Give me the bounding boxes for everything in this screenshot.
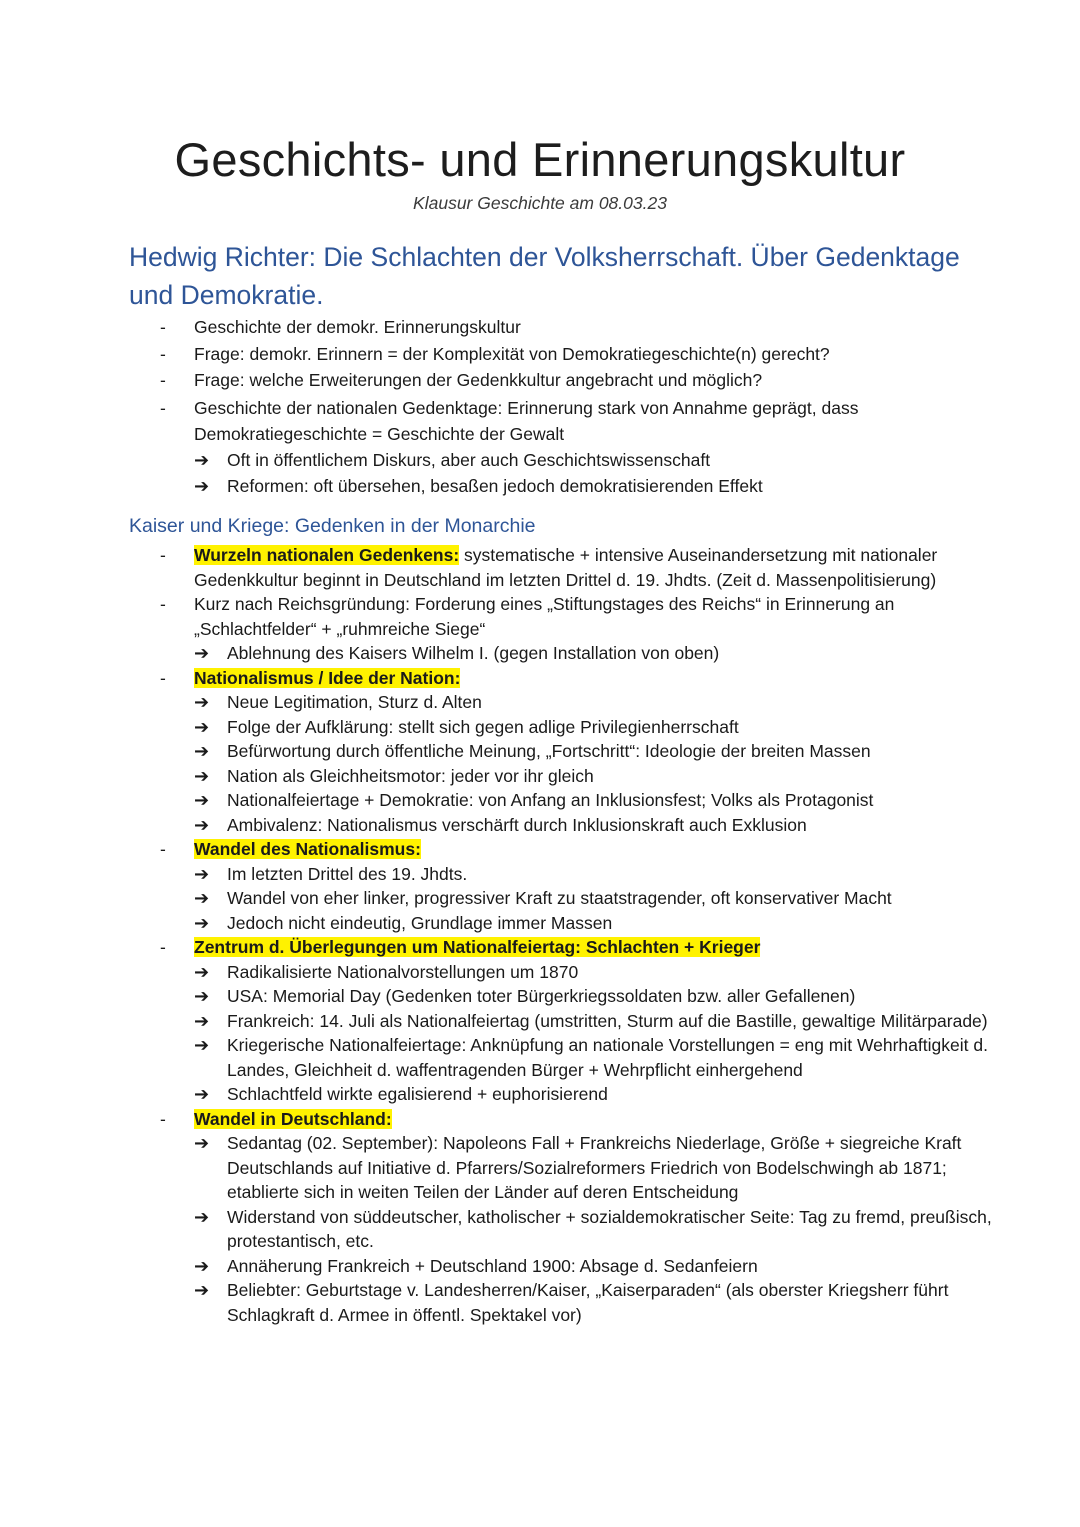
list-item: - Frage: welche Erweiterungen der Gedenkkultur angebracht und möglich? bbox=[0, 368, 1080, 395]
arrow-right-icon: ➔ bbox=[194, 961, 210, 982]
arrow-right-icon: ➔ bbox=[194, 1133, 210, 1153]
arrow-right-icon: ➔ bbox=[194, 1206, 210, 1227]
list-item bbox=[0, 666, 1080, 691]
sub-list-item: ➔ Ablehnung des Kaisers Wilhelm I. (gegen Installation von oben) bbox=[0, 641, 1080, 666]
arrow-right-icon: ➔ bbox=[194, 1035, 210, 1055]
sub-list-item: ➔ Nationalfeiertage + Demokratie: von Anfang an Inklusionsfest; Volks als Protagonist bbox=[0, 788, 1080, 813]
document-subtitle: Klausur Geschichte am 08.03.23 bbox=[413, 193, 667, 213]
highlighted-label: Wurzeln nationalen Gedenkens: bbox=[194, 545, 460, 565]
list-item: - Wurzeln nationalen Gedenkens: systematische + intensive Auseinandersetzung mit nationaler Gedenkkultur beginnt in Deutschland im letzten Drittel d. 19. Jhdts. (Zeit d. Massenpolitisierung) bbox=[160, 545, 938, 590]
sub-list-item: ➔ Schlachtfeld wirkte egalisierend + euphorisierend bbox=[0, 1082, 1080, 1107]
sub-list-item: ➔ Jedoch nicht eindeutig, Grundlage immer Massen bbox=[0, 911, 1080, 936]
dash-bullet: - bbox=[160, 1108, 166, 1129]
section-heading-kaiser: Kaiser und Kriege: Gedenken in der Monarchie bbox=[129, 515, 536, 537]
document-title: Geschichts- und Erinnerungskultur bbox=[174, 133, 906, 186]
highlighted-label: Nationalismus / Idee der Nation: bbox=[194, 667, 461, 688]
sub-list-item: ➔ Folge der Aufklärung: stellt sich gegen adlige Privilegienherrschaft bbox=[0, 715, 1080, 740]
arrow-right-icon: ➔ bbox=[194, 716, 210, 737]
list-item bbox=[0, 837, 1080, 862]
sub-list-item: ➔ Oft in öffentlichem Diskurs, aber auch Geschichtswissenschaft bbox=[0, 448, 1080, 474]
dash-bullet: - bbox=[160, 343, 166, 364]
sub-list-item: ➔ Radikalisierte Nationalvorstellungen um 1870 bbox=[0, 960, 1080, 985]
list-item bbox=[0, 1107, 1080, 1132]
arrow-right-icon: ➔ bbox=[194, 643, 210, 663]
arrow-right-icon: ➔ bbox=[194, 986, 210, 1006]
arrow-right-icon: ➔ bbox=[194, 765, 210, 786]
sub-list-item: ➔ Frankreich: 14. Juli als Nationalfeiertag (umstritten, Sturm auf die Bastille, gewaltige Militärparade) bbox=[0, 1009, 1080, 1034]
sub-list-item: ➔ Wandel von eher linker, progressiver Kraft zu staatstragender, oft konservativer Macht bbox=[0, 886, 1080, 911]
highlighted-label: Zentrum d. Überlegungen um Nationalfeiertag: Schlachten + Krieger bbox=[194, 937, 761, 957]
sub-list-item: ➔ Widerstand von süddeutscher, katholischer + sozialdemokratischer Seite: Tag zu fremd, preußisch, protestantisch, etc. bbox=[194, 1206, 992, 1251]
arrow-right-icon: ➔ bbox=[194, 888, 210, 908]
dash-bullet: - bbox=[160, 937, 166, 957]
list-item bbox=[0, 935, 1080, 960]
section2-list bbox=[0, 543, 1080, 1327]
sub-list-item: ➔ Neue Legitimation, Sturz d. Alten bbox=[0, 690, 1080, 715]
sub-list-item: ➔ Sedantag (02. September): Napoleons Fall + Frankreichs Niederlage, Größe + siegreiche Kraft Deutschlands auf Initiative d. Pfarrers/Sozialreformers Friedrich von Bodelschwingh ab 1871; etablierte sich in weiten Teilen der Länder auf deren Entscheidung bbox=[194, 1133, 962, 1202]
sub-list-item: ➔ Beliebter: Geburtstage v. Landesherren/Kaiser, „Kaiserparaden“ (als oberster Kriegsherr führt Schlagkraft d. Armee in öffentl. Spektakel vor) bbox=[194, 1280, 949, 1325]
arrow-right-icon: ➔ bbox=[194, 863, 210, 884]
highlighted-label: Wandel in Deutschland: bbox=[194, 1108, 392, 1129]
list-item: - Geschichte der demokr. Erinnerungskultur bbox=[0, 315, 1080, 342]
section-heading-richter: Hedwig Richter: Die Schlachten der Volksherrschaft. Über Gedenktage und Demokratie. bbox=[129, 242, 960, 310]
sub-list-item: ➔ Annäherung Frankreich + Deutschland 1900: Absage d. Sedanfeiern bbox=[0, 1254, 1080, 1279]
dash-bullet: - bbox=[160, 839, 166, 859]
arrow-right-icon: ➔ bbox=[194, 449, 210, 470]
highlighted-label: Wandel des Nationalismus: bbox=[194, 839, 421, 859]
arrow-right-icon: ➔ bbox=[194, 475, 210, 496]
list-item: - Kurz nach Reichsgründung: Forderung eines „Stiftungstages des Reichs“ in Erinnerung an „Schlachtfelder“ + „ruhmreiche Siege“ bbox=[160, 594, 895, 639]
arrow-right-icon: ➔ bbox=[194, 790, 210, 810]
list-item: - Geschichte der nationalen Gedenktage: Erinnerung stark von Annahme geprägt, dass Demokratiegeschichte = Geschichte der Gewalt bbox=[0, 395, 1080, 448]
list-item: - Frage: demokr. Erinnern = der Komplexität von Demokratiegeschichte(n) gerecht? bbox=[0, 342, 1080, 369]
arrow-right-icon: ➔ bbox=[194, 1010, 210, 1031]
arrow-right-icon: ➔ bbox=[194, 814, 210, 835]
sub-list-item: ➔ Nation als Gleichheitsmotor: jeder vor ihr gleich bbox=[0, 764, 1080, 789]
sub-list-item: ➔ Im letzten Drittel des 19. Jhdts. bbox=[0, 862, 1080, 887]
dash-bullet: - bbox=[160, 370, 166, 390]
sub-list-item: ➔ USA: Memorial Day (Gedenken toter Bürgerkriegssoldaten bzw. aller Gefallenen) bbox=[0, 984, 1080, 1009]
dash-bullet: - bbox=[160, 545, 166, 565]
dash-bullet: - bbox=[160, 594, 166, 614]
sub-list-item: ➔ Befürwortung durch öffentliche Meinung, „Fortschritt“: Ideologie der breiten Massen bbox=[0, 739, 1080, 764]
arrow-right-icon: ➔ bbox=[194, 741, 210, 761]
arrow-right-icon: ➔ bbox=[194, 692, 210, 712]
section1-list bbox=[0, 315, 1080, 500]
sub-list-item: ➔ Reformen: oft übersehen, besaßen jedoch demokratisierenden Effekt bbox=[0, 474, 1080, 500]
arrow-right-icon: ➔ bbox=[194, 1084, 210, 1104]
dash-bullet: - bbox=[160, 397, 166, 418]
arrow-right-icon: ➔ bbox=[194, 912, 210, 933]
dash-bullet: - bbox=[160, 317, 166, 337]
sub-list-item: ➔ Kriegerische Nationalfeiertage: Anknüpfung an nationale Vorstellungen = eng mit Wehrhaftigkeit d. Landes, Gleichheit d. waffentragenden Bürger + Wehrpflicht einhergehend bbox=[194, 1035, 988, 1080]
arrow-right-icon: ➔ bbox=[194, 1280, 210, 1300]
arrow-right-icon: ➔ bbox=[194, 1255, 210, 1276]
dash-bullet: - bbox=[160, 667, 166, 688]
sub-list-item: ➔ Ambivalenz: Nationalismus verschärft durch Inklusionskraft auch Exklusion bbox=[0, 813, 1080, 838]
